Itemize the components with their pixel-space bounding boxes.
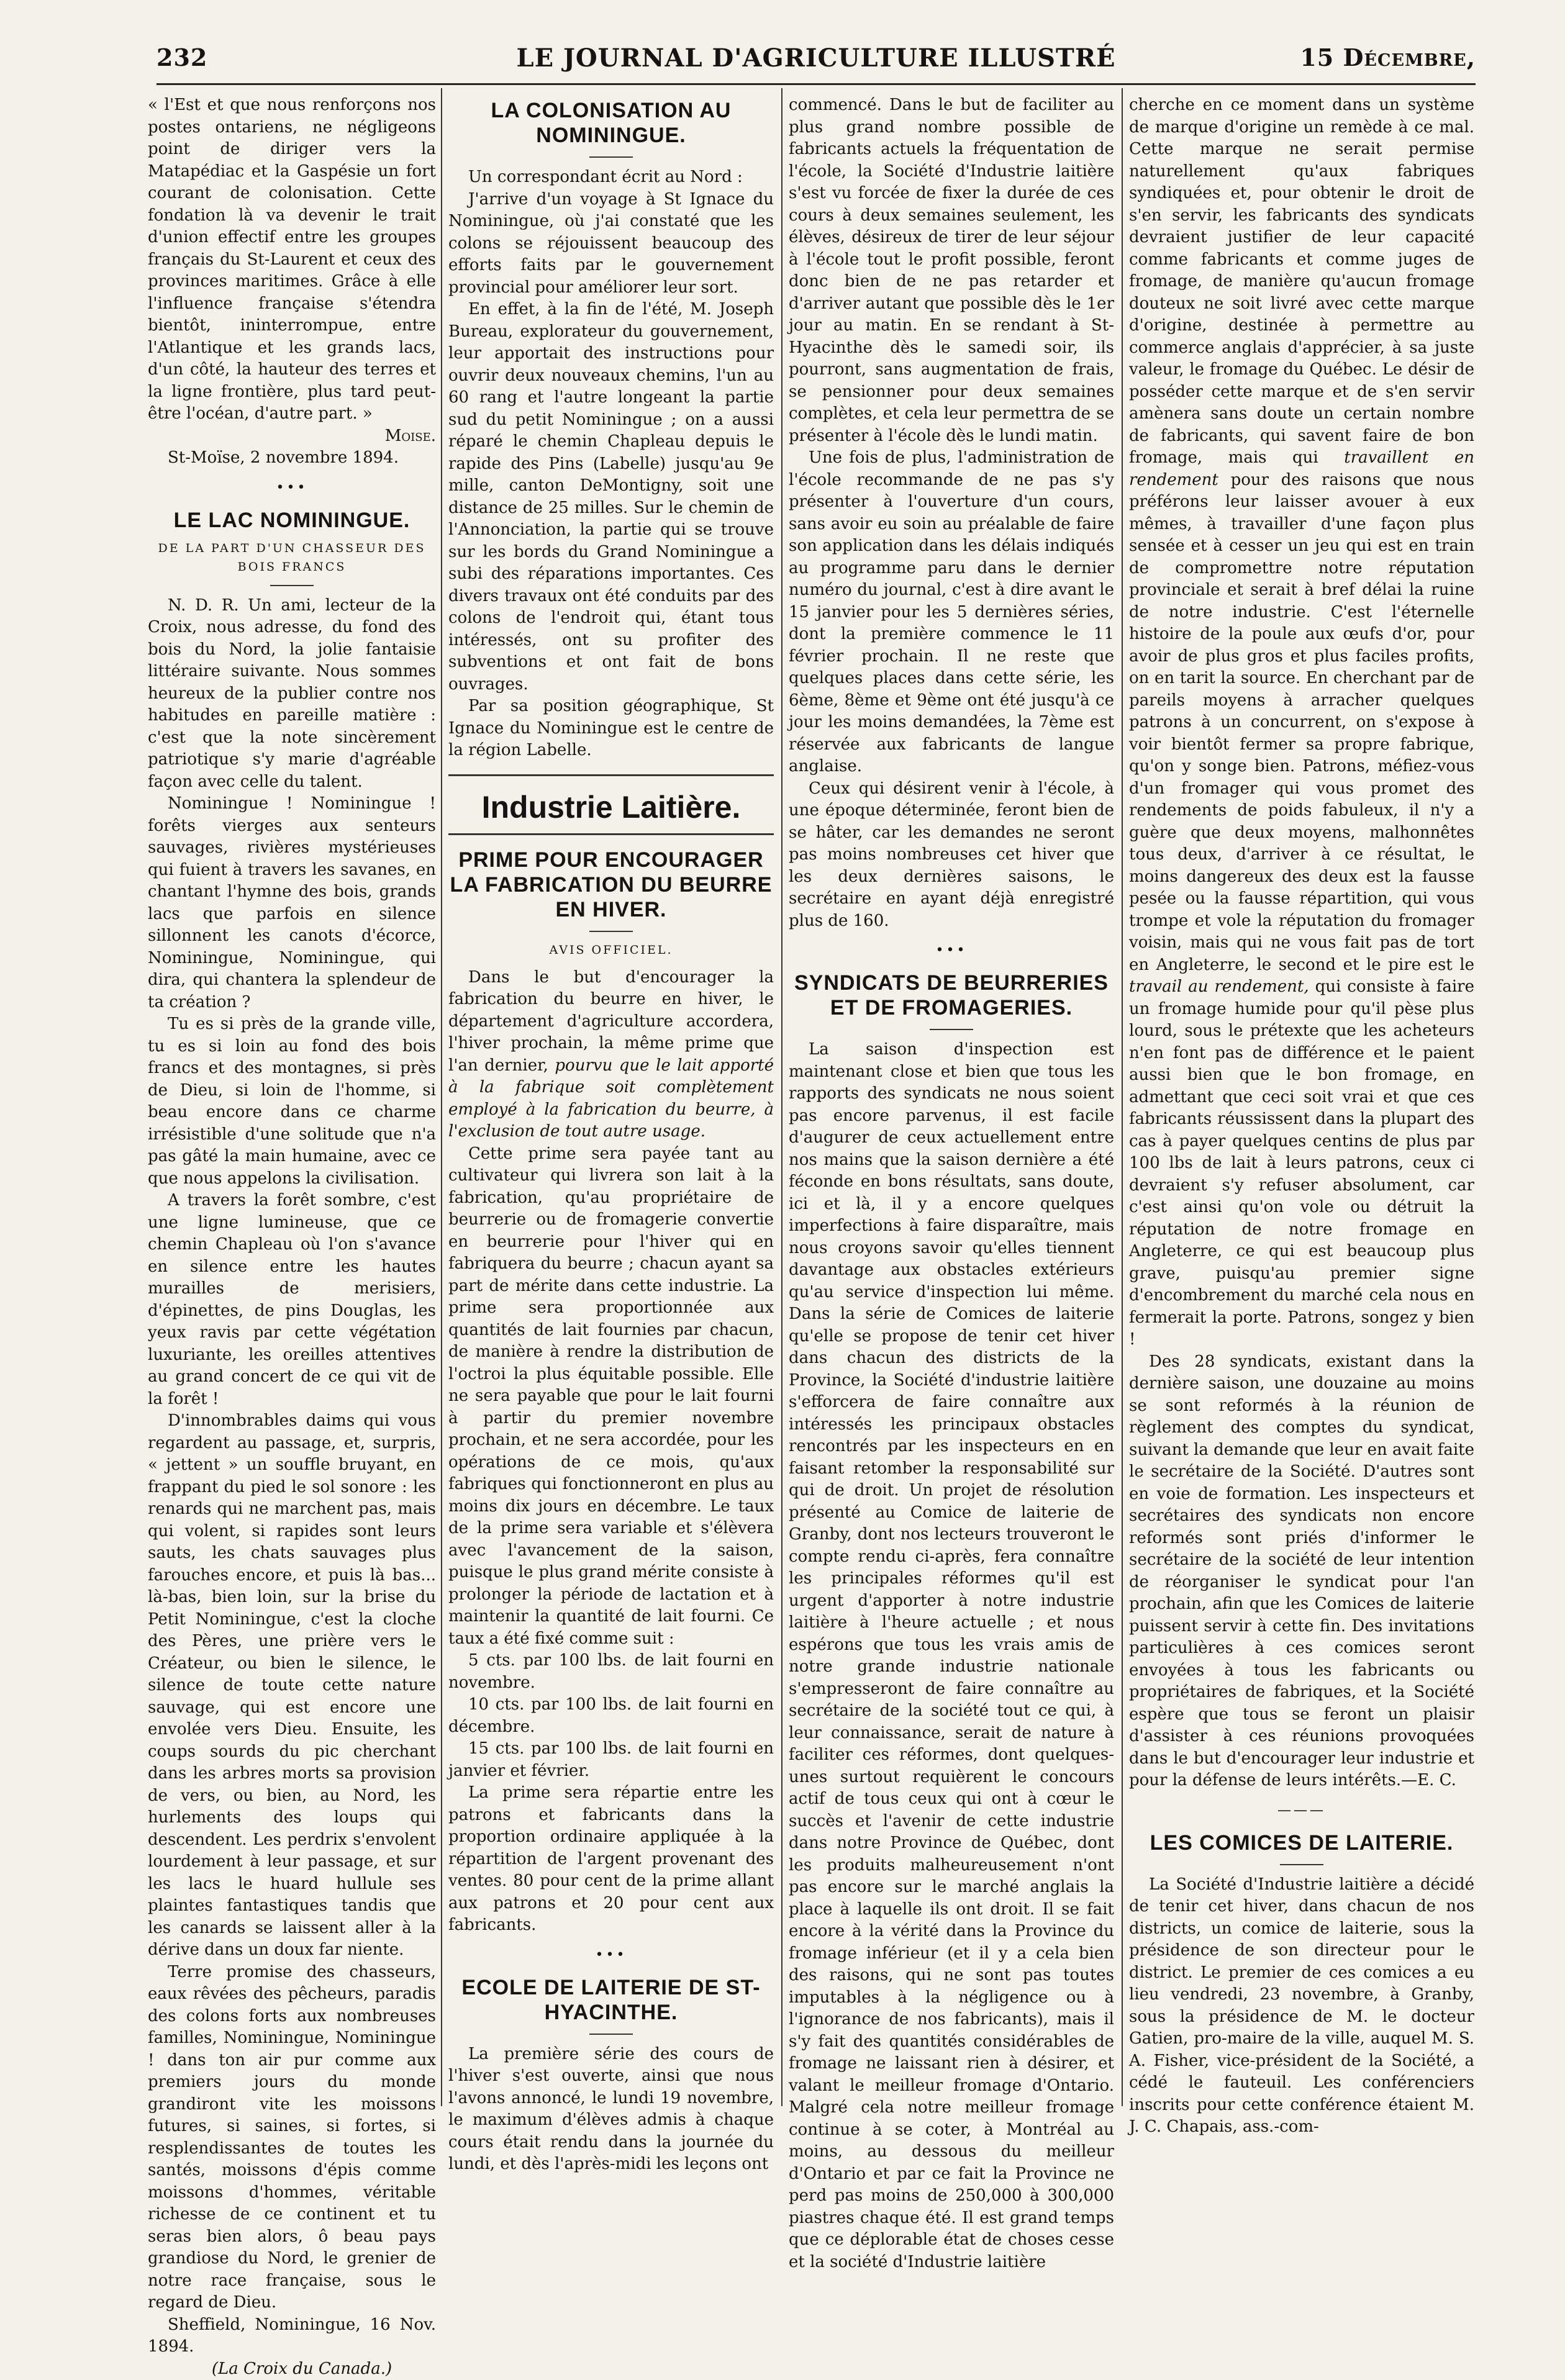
article-paragraph: Tu es si près de la grande ville, tu es si loin au fond des bois francs et des montagnes, si près de Dieu, si loin de l'homme, si beau encore dans ce charme irrésistible d'une solitude que n'a pas gâté la main humaine, avec ce que nous appelons la civilisation. xyxy=(148,1013,436,1190)
column-4 xyxy=(1129,94,1474,2100)
article-paragraph: Nominingue ! Nominingue ! forêts vierges aux senteurs sauvages, rivières mystérieuses qui fuient à travers les savanes, en chantant l'hymne des bois, grands lacs que parfois en silence sillonnent les canots d'écorce, Nominingue, Nominingue, qui dira, qui chantera la splendeur de ta création ? xyxy=(148,793,436,1013)
article-paragraph: La première série des cours de l'hiver s'est ouverte, ainsi que nous l'avons annoncé, le lundi 19 novembre, le maximum d'élèves admis à chaque cours était rendu dans la journée du lundi, et dès l'après-midi les leçons ont xyxy=(448,2043,774,2176)
article-paragraph: commencé. Dans le but de faciliter au plus grand nombre possible de fabricants actuels la fréquentation de l'école, la Société d'Industrie laitière s'est vu forcée de fixer la durée de ces cours à deux semaines seulement, les élèves, désireux de tirer de leur séjour à l'école tout le profit possible, feront donc bien de ne pas retarder et d'arriver autant que possible dès le 1er jour au matin. En se rendant à St-Hyacinthe dès le samedi soir, ils pourront, sans augmentation de frais, se pensionner pour deux semaines complètes, et cela leur permettra de se présenter à l'école dès le lundi matin. xyxy=(789,94,1114,447)
column-divider xyxy=(781,88,782,2106)
article-paragraph: La Société d'Industrie laitière a décidé de tenir cet hiver, dans chacun de nos districts, un comice de laiterie, sous la présidence de son directeur pour le district. Le premier de ces comices a eu lieu vendredi, 23 novembre, à Granby, sous la présidence de M. le docteur Gatien, pro-maire de la ville, auquel M. S. A. Fisher, vice-président de la Société, a cédé le fauteuil. Les conférenciers inscrits pour cette conférence étaient M. J. C. Chapais, ass.-com- xyxy=(1129,1874,1474,2138)
separator-dots: ——— xyxy=(1129,1803,1474,1818)
article-paragraph: Une fois de plus, l'administration de l'école recommande de ne pas s'y présenter à l'ouverture d'un cours, sans avoir eu soin au préalable de faire son application dans les délais indiqués au programme paru dans le dernier numéro du journal, c'est à dire avant le 15 janvier pour les 5 dernières séries, dont la première commence le 11 février prochain. Il ne reste que quelques places dans cette série, les 6ème, 8ème et 9ème ont été jusqu'à ce jour les moins demandées, la 7ème est réservée aux fabricants de langue anglaise. xyxy=(789,447,1114,778)
journal-title: LE JOURNAL D'AGRICULTURE ILLUSTRÉ xyxy=(156,43,1476,73)
article-title: LE LAC NOMININGUE. xyxy=(148,508,436,533)
article-title: SYNDICATS DE BEURRERIES ET DE FROMAGERIES. xyxy=(789,971,1114,1020)
paragraph-text: Dans le but d'encourager la fabrication du beurre en hiver, le département d'agriculture accordera, l'hiver prochain, la même prime que l'an dernier, xyxy=(448,968,774,1075)
short-rule xyxy=(589,931,633,932)
article-title: PRIME POUR ENCOURAGER LA FABRICATION DU BEURRE EN HIVER. xyxy=(448,848,774,922)
article-paragraph: La prime sera répartie entre les patrons et fabricants dans la proportion ordinaire appliquée à la répartition de l'argent provenant des ventes. 80 pour cent de la prime allant aux patrons et 20 pour cent aux fabricants. xyxy=(448,1782,774,1937)
header-rule xyxy=(156,83,1476,85)
italic-text: pourvu que le lait apporté à la fabrique soit complètement employé à la fabrication du beurre, à l'exclusion de tout autre usage. xyxy=(448,1056,774,1141)
article-paragraph: J'arrive d'un voyage à St Ignace du Nominingue, où j'ai constaté que les colons se réjouissent beaucoup des efforts faits par le gouvernement provincial pour améliorer leur sort. xyxy=(448,189,774,299)
article-title: LES COMICES DE LAITERIE. xyxy=(1129,1830,1474,1855)
separator-dots: ••• xyxy=(789,943,1114,958)
column-2 xyxy=(448,94,774,2100)
article-paragraph xyxy=(448,967,774,1143)
notice-label: AVIS OFFICIEL. xyxy=(448,941,774,959)
article-title: ECOLE DE LAITERIE DE ST-HYACINTHE. xyxy=(448,1975,774,2025)
section-rule xyxy=(448,774,774,776)
column-divider xyxy=(1122,88,1123,2106)
rate-item: 15 cts. par 100 lbs. de lait fourni en janvier et février. xyxy=(448,1738,774,1782)
short-rule xyxy=(270,585,314,586)
article-paragraph: Par sa position géographique, St Ignace du Nominingue est le centre de la région Labelle. xyxy=(448,695,774,762)
italic-text: travail au rendement, xyxy=(1129,977,1309,996)
column-divider xyxy=(441,88,442,2106)
article-title: LA COLONISATION AU NOMININGUE. xyxy=(448,98,774,148)
separator-dots: ••• xyxy=(148,481,436,495)
short-rule xyxy=(1280,1864,1323,1865)
rate-item: 5 cts. par 100 lbs. de lait fourni en novembre. xyxy=(448,1650,774,1694)
short-rule xyxy=(589,2034,633,2035)
italic-text: travaillent en rendement xyxy=(1129,448,1474,489)
article-paragraph: « l'Est et que nous renforçons nos postes ontariens, ne négligeons point de diriger vers la Matapédiac et la Gaspésie un fort courant de colonisation. Cette fondation là va devenir le trait d'union effectif entre les groupes français du St-Laurent et ceux des provinces maritimes. Grâce à elle l'influence française s'étendra bientôt, ininterrompue, entre l'Atlantique et les grands lacs, d'un côté, la hauteur des terres et la ligne frontière, plus tard peut-être l'océan, d'autre part. » xyxy=(148,94,436,425)
article-paragraph: Des 28 syndicats, existant dans la dernière saison, une douzaine au moins se sont reformés à la réunion de règlement des comptes du syndicat, suivant la demande que leur en avait faite le secrétaire de la Société. D'autres sont en voie de formation. Les inspecteurs et secrétaires des syndicats non encore reformés sont priés d'informer le secrétaire de la société de leur intention de réorganiser le syndicat pour l'an prochain, afin que les Comices de laiterie puissent servir à cette fin. Des invitations particulières à ces comices seront envoyées à tous les fabricants ou propriétaires de fabriques, et la Société espère que tous se feront un plaisir d'assister à ces réunions provoquées dans le but d'encourager leur industrie et pour la défense de leurs intérêts.—E. C. xyxy=(1129,1351,1474,1792)
article-paragraph: En effet, à la fin de l'été, M. Joseph Bureau, explorateur du gouvernement, leur apportait des instructions pour ouvrir deux nouveaux chemins, l'un au 60 rang et l'autre longeant la partie sud du petit Nominingue ; on a aussi réparé le chemin Chapleau depuis le rapide des Pins (Labelle) jusqu'au 9e mille, canton DeMontigny, soit une distance de 25 milles. Sur le chemin de l'Annonciation, la partie qui se trouve sur les bords du Grand Nominingue a subi des réparations importantes. Ces divers travaux ont été conduits par des colons de l'endroit qui, étant tous intéressés, ont su profiter des subventions et ont fait de bons ouvrages. xyxy=(448,299,774,695)
article-paragraph: N. D. R. Un ami, lecteur de la Croix, nous adresse, du fond des bois du Nord, la jolie fantaisie littéraire suivante. Nous sommes heureux de la publier contre nos habitudes en pareille matière : c'est que la note sincèrement patriotique s'y marie d'agréable façon avec celle du talent. xyxy=(148,595,436,794)
paragraph-text: cherche en ce moment dans un système de marque d'origine un remède à ce mal. Cette marque ne serait permise naturellement qu'aux fabriques syndiquées et, pour obtenir le droit de s'en servir, les fabricants des syndicats devraient justifier de leur capacité comme fabricants et comme juges de fromage, de manière qu'aucun fromage douteux ne soit livré avec cette marque d'origine, destinée à permettre au commerce anglais d'apprécier, à sa juste valeur, le fromage du Québec. Le désir de posséder cette marque et de s'en servir amènera sans doute un certain nombre de fabricants, qui savent faire de bon fromage, mais qui xyxy=(1129,96,1474,467)
separator-dots: ••• xyxy=(448,1948,774,1963)
short-rule xyxy=(930,1029,973,1030)
short-rule xyxy=(589,156,633,158)
article-paragraph: La saison d'inspection est maintenant close et bien que tous les rapports des syndicats ne nous soient pas encore parvenus, il est facile d'augurer de ceux actuellement entre nos mains que la saison dernière a été féconde en bons résultats, sans doute, ici et là, il y a encore quelques imperfections à faire disparaître, mais nous croyons savoir qu'elles tiennent davantage aux obstacles extérieurs qu'au service d'inspection lui même. Dans la série de Comices de laiterie qu'elle se propose de tenir cet hiver dans chacun des districts de la Province, la Société d'industrie laitière s'efforcera de faire connaître aux intéressés les principaux obstacles rencontrés par les inspecteurs en en faisant retomber la responsabilité sur qui de droit. Un projet de résolution présenté au Comice de laiterie de Granby, dont nos lecteurs trouveront le compte rendu ci-après, fera connaître les principales réformes qu'il est urgent d'apporter à notre industrie laitière à l'heure actuelle ; et nous espérons que tous les vrais amis de notre grande industrie nationale s'empresseront de faire connaître au secrétaire de la société tout ce qui, à leur connaissance, serait de nature à faciliter ces réformes, dont quelques-unes surtout requièrent le concours actif de tous ceux qui ont à cœur le succès et l'avenir de cette industrie dans notre Province de Québec, dont les produits malheureusement n'ont pas encore sur le marché anglais la place à laquelle ils ont droit. Il se fait encore à la vérité dans la Province du fromage inférieur (et il y a cela bien des raisons, qui ne sont pas toutes imputables à la négligence ou à l'ignorance de nos fabricants), mais il s'y fait des quantités considérables de fromage ne laissant rien à désirer, et valant le meilleur fromage d'Ontario. Malgré cela notre meilleur fromage continue à se coter, à Montréal au moins, au dessous du meilleur d'Ontario et par ce fait la Province ne perd pas moins de 250,000 à 300,000 piastres chaque été. Il est grand temps que ce déplorable état de choses cesse et la société d'Industrie laitière xyxy=(789,1039,1114,2273)
signature: Moise. xyxy=(148,425,436,448)
issue-date: 15 Décembre, xyxy=(1300,43,1476,71)
article-paragraph xyxy=(1129,94,1474,1351)
source-credit: (La Croix du Canada.) xyxy=(148,2358,436,2380)
article-paragraph: Ceux qui désirent venir à l'école, à une époque déterminée, feront bien de se hâter, car les demandes ne seront pas moins nombreuses cet hiver que les deux dernières saisons, le secrétaire en ayant déjà enregistré plus de 160. xyxy=(789,778,1114,933)
page-header xyxy=(156,41,1476,78)
paragraph-text: qui consiste à faire un fromage humide pour qu'il pèse plus lourd, sous le prétexte que les acheteurs n'en font pas de différence et le paient aussi bien que le bon fromage, en admettant que ceci soit vrai et que ces fabricants réussissent dans la plupart des cas à payer quelques centins de plus par 100 lbs de lait à leurs patrons, ceux ci devraient s'y refuser absolument, car c'est ainsi qu'on vole ou détruit la réputation de notre fromage en Angleterre, ce qui est beaucoup plus grave, puisqu'au premier signe d'encombrement du marché cela nous en fermerait la porte. Patrons, songez y bien ! xyxy=(1129,977,1474,1349)
page-number: 232 xyxy=(156,43,207,71)
column-1 xyxy=(148,94,436,2100)
article-paragraph: Cette prime sera payée tant au cultivateur qui livrera son lait à la fabrication, qu'au propriétaire de beurrerie ou de fromagerie convertie en beurrerie pour l'hiver qui en fabriquera du beurre ; chacun ayant sa part de mérite dans cette industrie. La prime sera proportionnée aux quantités de lait fournies par chacun, de manière à rendre la distribution de l'octroi la plus équitable possible. Elle ne sera payable que pour le lait fourni à partir du premier novembre prochain, et ne sera accordée, pour les opérations de ce mois, qu'aux fabriques qui fonctionneront en plus au moins dix jours en décembre. Le taux de la prime sera variable et s'élèvera avec l'avancement de la saison, puisque le plus grand mérite consiste à prolonger la période de lactation et à maintenir la quantité de lait fourni. Ce taux a été fixé comme suit : xyxy=(448,1143,774,1650)
section-rule xyxy=(448,833,774,835)
paragraph-text: pour des raisons que nous préférons leur laisser avouer à eux mêmes, à travailler d'une façon plus sensée et à cesser un jeu qui est en train de compromettre notre réputation provinciale et serait à bref délai la ruine de notre industrie. C'est l'éternelle histoire de la poule aux œufs d'or, pour avoir de plus gros et plus faciles profits, on en tarit la source. En cherchant par de pareils moyens à arracher quelques patrons à un concurrent, on s'expose à voir bientôt fermer sa propre fabrique, qu'on y songe bien. Patrons, méfiez-vous d'un fromager qui vous promet des rendements de poids fabuleux, il n'y a guère que deux moyens, malhonnêtes tous deux, d'arriver à ce résultat, le moins dangereux des deux est la fausse pesée ou la fausse répartition, qui vous trompe et vole la réputation du fromager voisin, mais qui ne vous fait pas de tort en Angleterre, le second et le pire est le xyxy=(1129,471,1474,974)
article-paragraph: D'innombrables daims qui vous regardent au passage, et, surpris, « jettent » un souffle bruyant, en frappant du pied le sol sonore : les renards qui ne marchent pas, mais qui volent, si rapides sont leurs sauts, les chats sauvages plus farouches encore, et puis là bas... là-bas, bien loin, sur la brise du Petit Nominingue, c'est la cloche des Pères, une prière vers le Créateur, ou bien le silence, le silence de toute cette nature sauvage, qui est encore une envolée vers Dieu. Ensuite, les coups sourds du pic cherchant dans les arbres morts sa provision de vers, ou bien, au Nord, les hurlements des loups qui descendent. Les perdrix s'envolent lourdement à leur passage, et sur les lacs le huard hullule ses plaintes fantastiques tandis que les canards se laissent aller à la dérive dans un doux far niente. xyxy=(148,1410,436,1961)
article-paragraph: A travers la forêt sombre, c'est une ligne lumineuse, que ce chemin Chapleau où l'on s'avance en silence entre les hautes murailles de merisiers, d'épinettes, de pins Douglas, les yeux ravis par cette végétation luxuriante, les oreilles attentives au grand concert de ce qui vit de la forêt ! xyxy=(148,1190,436,1410)
dateline: Sheffield, Nominingue, 16 Nov. 1894. xyxy=(148,2314,436,2358)
article-subtitle: DE LA PART D'UN CHASSEUR DES BOIS FRANCS xyxy=(148,539,436,576)
rate-item: 10 cts. par 100 lbs. de lait fourni en décembre. xyxy=(448,1694,774,1738)
section-title: Industrie Laitière. xyxy=(448,789,774,826)
dateline: St-Moïse, 2 novembre 1894. xyxy=(148,447,436,469)
column-3 xyxy=(789,94,1114,2100)
article-paragraph: Un correspondant écrit au Nord : xyxy=(448,166,774,189)
article-paragraph: Terre promise des chasseurs, eaux rêvées des pêcheurs, paradis des colons forts aux nombreuses familles, Nominingue, Nominingue ! dans ton air pur comme aux premiers jours du monde grandiront vite les moissons futures, si saines, si fortes, si resplendissantes de toutes les santés, moissons d'épis comme moissons d'hommes, véritable richesse de ce continent et tu seras bien alors, ô beau pays grandiose du Nord, le grenier de notre race française, sous le regard de Dieu. xyxy=(148,1961,436,2314)
